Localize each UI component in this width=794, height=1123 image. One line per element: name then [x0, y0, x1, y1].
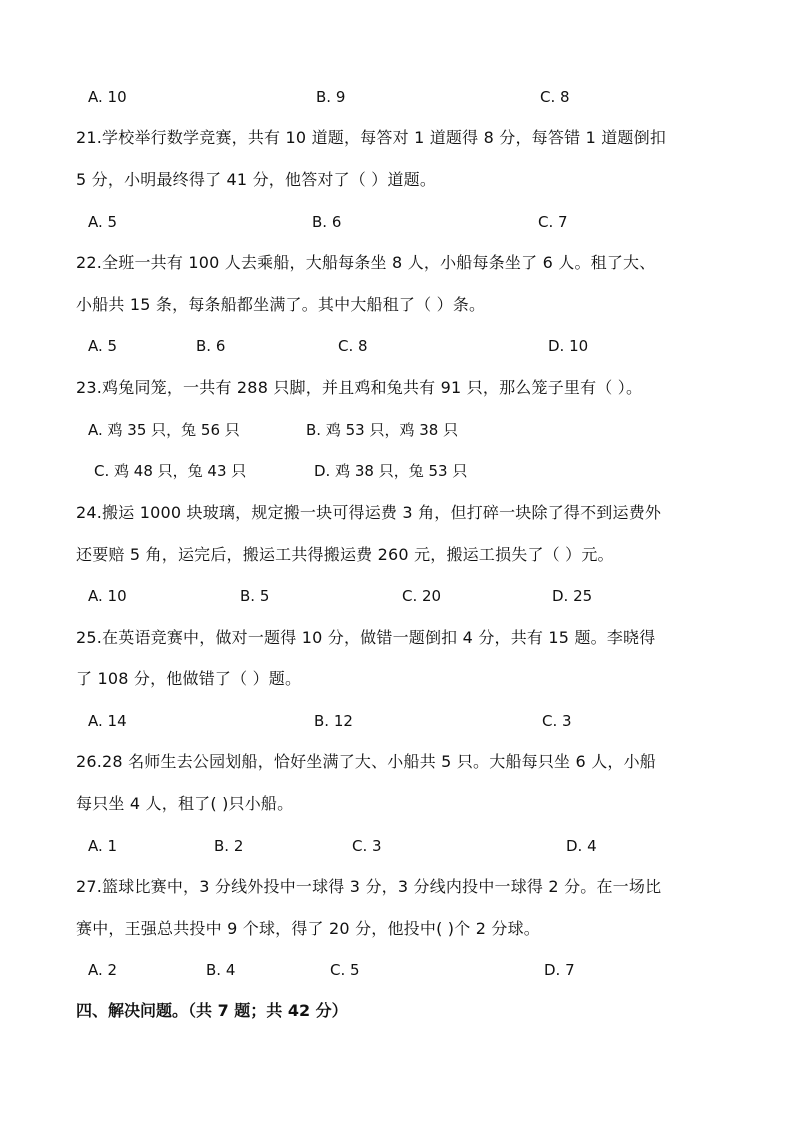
q24-options — [0, 585, 794, 607]
q22-option-c[interactable]: C. 8 — [338, 337, 368, 355]
q23-options-row-2 — [0, 460, 794, 482]
q27-options — [0, 959, 794, 981]
q25-option-b[interactable]: B. 12 — [314, 712, 353, 730]
q21-option-b[interactable]: B. 6 — [312, 213, 342, 231]
q26-text-line-1: 26.28 名师生去公园划船，恰好坐满了大、小船共 5 只。大船每只坐 6 人，小船 — [76, 752, 656, 771]
q27-option-c[interactable]: C. 5 — [330, 961, 360, 979]
q25-option-a[interactable]: A. 14 — [88, 712, 127, 730]
q21-option-a[interactable]: A. 5 — [88, 213, 118, 231]
q24-option-c[interactable]: C. 20 — [402, 587, 442, 605]
q21-options — [0, 211, 794, 233]
q27-option-a[interactable]: A. 2 — [88, 961, 118, 979]
q23-option-d[interactable]: D. 鸡 38 只，兔 53 只 — [314, 462, 468, 480]
q24-option-a[interactable]: A. 10 — [88, 587, 127, 605]
q22-option-d[interactable]: D. 10 — [548, 337, 589, 355]
q26-option-a[interactable]: A. 1 — [88, 837, 118, 855]
q20-option-a[interactable]: A. 10 — [88, 88, 127, 106]
q23-options-row-1 — [0, 419, 794, 441]
q24-option-b[interactable]: B. 5 — [240, 587, 270, 605]
q24-option-d[interactable]: D. 25 — [552, 587, 593, 605]
q22-option-b[interactable]: B. 6 — [196, 337, 226, 355]
q25-option-c[interactable]: C. 3 — [542, 712, 572, 730]
q22-options — [0, 335, 794, 357]
q23-option-b[interactable]: B. 鸡 53 只，鸡 38 只 — [306, 421, 459, 439]
q27-option-b[interactable]: B. 4 — [206, 961, 236, 979]
q20-option-b[interactable]: B. 9 — [316, 88, 346, 106]
q23-text-line-1: 23.鸡兔同笼，一共有 288 只脚，并且鸡和兔共有 91 只，那么笼子里有（ ）。 — [76, 378, 643, 397]
q26-option-c[interactable]: C. 3 — [352, 837, 382, 855]
q27-text-line-1: 27.篮球比赛中，3 分线外投中一球得 3 分，3 分线内投中一球得 2 分。在一场比 — [76, 877, 662, 896]
q22-text-line-1: 22.全班一共有 100 人去乘船，大船每条坐 8 人，小船每条坐了 6 人。租了大、 — [76, 253, 656, 272]
q20-option-c[interactable]: C. 8 — [540, 88, 570, 106]
q23-option-c[interactable]: C. 鸡 48 只，兔 43 只 — [94, 462, 247, 480]
q26-options — [0, 835, 794, 857]
q25-text-line-2: 了 108 分，他做错了（ ）题。 — [76, 669, 302, 688]
q24-text-line-1: 24.搬运 1000 块玻璃，规定搬一块可得运费 3 角，但打碎一块除了得不到运费外 — [76, 503, 662, 522]
q25-options — [0, 710, 794, 732]
q25-text-line-1: 25.在英语竞赛中，做对一题得 10 分，做错一题倒扣 4 分，共有 15 题。李晓得 — [76, 628, 656, 647]
q24-text-line-2: 还要赔 5 角，运完后，搬运工共得搬运费 260 元，搬运工损失了（ ）元。 — [76, 545, 614, 564]
q22-option-a[interactable]: A. 5 — [88, 337, 118, 355]
q21-text-line-1: 21.学校举行数学竞赛，共有 10 道题，每答对 1 道题得 8 分，每答错 1 道题倒扣 — [76, 128, 667, 147]
q26-option-b[interactable]: B. 2 — [214, 837, 244, 855]
q22-text-line-2: 小船共 15 条，每条船都坐满了。其中大船租了（ ）条。 — [76, 295, 486, 314]
section-heading: 四、解决问题。（共 7 题；共 42 分） — [76, 1001, 348, 1020]
q20-options — [0, 86, 794, 108]
q21-option-c[interactable]: C. 7 — [538, 213, 568, 231]
q26-option-d[interactable]: D. 4 — [566, 837, 597, 855]
q21-text-line-2: 5 分，小明最终得了 41 分，他答对了（ ）道题。 — [76, 170, 437, 189]
q27-text-line-2: 赛中，王强总共投中 9 个球，得了 20 分，他投中( )个 2 分球。 — [76, 919, 541, 938]
q23-option-a[interactable]: A. 鸡 35 只，兔 56 只 — [88, 421, 240, 439]
q27-option-d[interactable]: D. 7 — [544, 961, 575, 979]
q26-text-line-2: 每只坐 4 人，租了( )只小船。 — [76, 794, 294, 813]
